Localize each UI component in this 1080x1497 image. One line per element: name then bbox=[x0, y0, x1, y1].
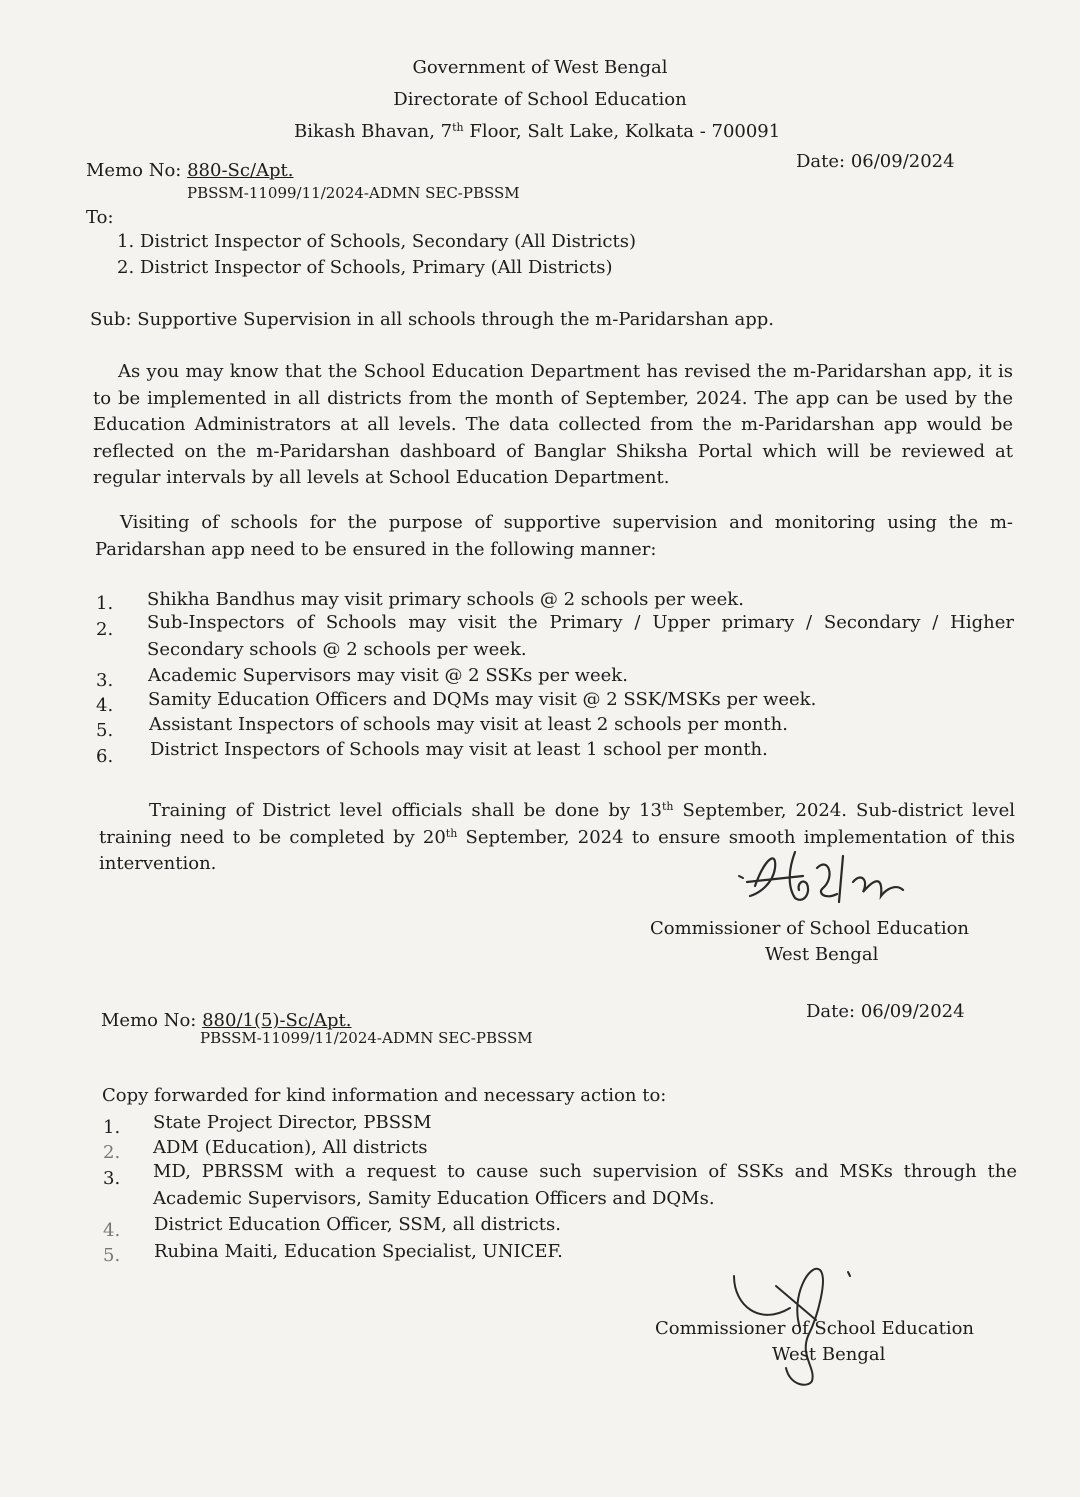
list-number: 1. bbox=[103, 1117, 121, 1138]
subject-line: Sub: Supportive Supervision in all schools through the m-Paridarshan app. bbox=[90, 309, 774, 330]
memo-number: Memo No: 880/1(5)-Sc/Apt. bbox=[101, 1010, 352, 1031]
list-item: Sub-Inspectors of Schools may visit the Primary / Upper primary / Secondary / Higher Secondary schools @ 2 schools per week. bbox=[147, 612, 1014, 660]
body-paragraph: As you may know that the School Education Department has revised the m-Paridarshan app, it is to be implemented in all districts from the month of September, 2024. The app can be used by the Education Administrators at all levels. The data collected from the m-Paridarshan app would be reflected on the m-Paridarshan dashboard of Banglar Shiksha Portal which will be reviewed at regular intervals by all levels at School Education Department. bbox=[93, 361, 1013, 488]
list-item: Academic Supervisors may visit @ 2 SSKs per week. bbox=[148, 665, 628, 686]
signature-scribble bbox=[725, 838, 925, 928]
signatory-place: West Bengal bbox=[772, 1344, 886, 1365]
recipient-item: 1. District Inspector of Schools, Secondary (All Districts) bbox=[117, 231, 636, 252]
list-number: 2. bbox=[96, 619, 114, 640]
list-item: Shikha Bandhus may visit primary schools @ 2 schools per week. bbox=[147, 589, 744, 610]
signatory-place: West Bengal bbox=[765, 944, 879, 965]
list-number: 5. bbox=[96, 720, 114, 741]
header-address: Bikash Bhavan, 7th Floor, Salt Lake, Kolkata - 700091 bbox=[294, 121, 781, 142]
list-item: Assistant Inspectors of schools may visit at least 2 schools per month. bbox=[149, 714, 788, 735]
list-item: District Education Officer, SSM, all districts. bbox=[154, 1214, 561, 1235]
list-number: 6. bbox=[96, 746, 114, 767]
memo-date: Date: 06/09/2024 bbox=[796, 151, 955, 172]
list-number: 3. bbox=[103, 1168, 121, 1189]
list-number: 3. bbox=[96, 670, 114, 691]
header-directorate: Directorate of School Education bbox=[393, 89, 687, 110]
list-item: MD, PBRSSM with a request to cause such supervision of SSKs and MSKs through the Academic Supervisors, Samity Education Officers and DQMs. bbox=[153, 1161, 1017, 1209]
list-number: 5. bbox=[103, 1245, 121, 1266]
signatory-title: Commissioner of School Education bbox=[655, 1318, 975, 1339]
memo-file-ref: PBSSM-11099/11/2024-ADMN SEC-PBSSM bbox=[200, 1029, 533, 1047]
list-item: Samity Education Officers and DQMs may visit @ 2 SSK/MSKs per week. bbox=[148, 689, 817, 710]
list-item: District Inspectors of Schools may visit at least 1 school per month. bbox=[150, 739, 768, 760]
list-item: Rubina Maiti, Education Specialist, UNICEF. bbox=[154, 1241, 563, 1262]
to-label: To: bbox=[86, 207, 114, 228]
list-item: State Project Director, PBSSM bbox=[153, 1112, 432, 1133]
signatory-title: Commissioner of School Education bbox=[650, 918, 970, 939]
memo-number: Memo No: 880-Sc/Apt. bbox=[86, 160, 294, 181]
copy-intro: Copy forwarded for kind information and necessary action to: bbox=[102, 1085, 667, 1106]
list-number: 4. bbox=[103, 1220, 121, 1241]
training-paragraph: Training of District level officials shall be done by 13th September, 2024. Sub-district level training need to be completed by 20th September, 2024 to ensure smooth implementation of this intervention. bbox=[99, 800, 1015, 874]
body-paragraph: Visiting of schools for the purpose of supportive supervision and monitoring using the m-Paridarshan app need to be ensured in the following manner: bbox=[95, 512, 1013, 560]
list-number: 2. bbox=[103, 1142, 121, 1163]
memo-date: Date: 06/09/2024 bbox=[806, 1001, 965, 1022]
list-item: ADM (Education), All districts bbox=[153, 1137, 428, 1158]
recipient-item: 2. District Inspector of Schools, Primary (All Districts) bbox=[117, 257, 613, 278]
memo-file-ref: PBSSM-11099/11/2024-ADMN SEC-PBSSM bbox=[187, 184, 520, 202]
list-number: 1. bbox=[96, 593, 114, 614]
list-number: 4. bbox=[96, 695, 114, 716]
header-government: Government of West Bengal bbox=[412, 57, 668, 78]
